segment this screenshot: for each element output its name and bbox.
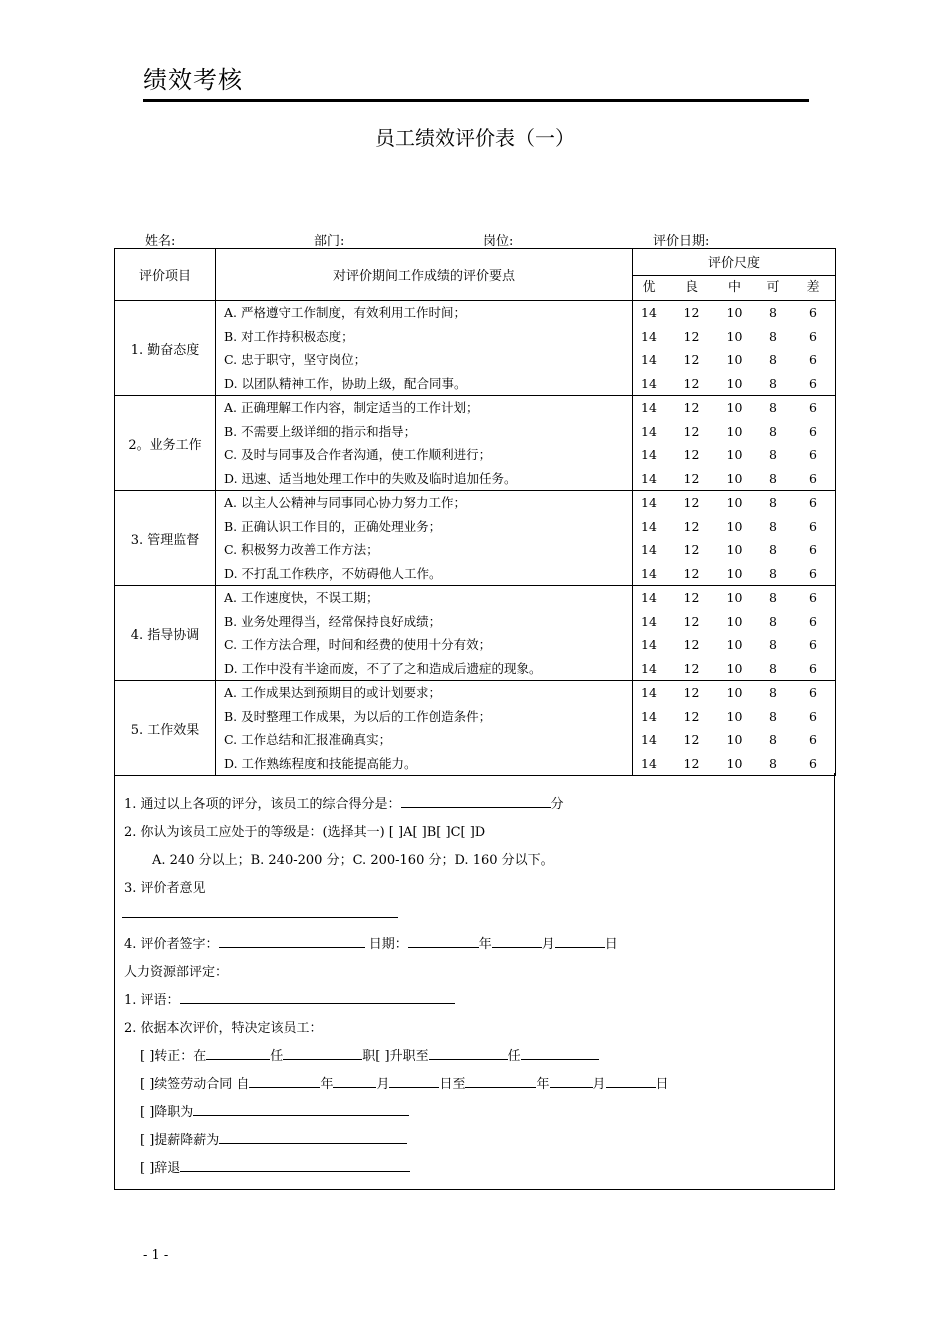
score-row (633, 348, 835, 372)
score-row (633, 681, 835, 705)
score-option[interactable]: 8 (769, 613, 777, 629)
criterion: D. 工作中没有半途而废，不了了之和造成后遗症的现象。 (224, 660, 542, 676)
score-option[interactable]: 10 (726, 518, 743, 534)
grade-choice-line: 2. 你认为该员工应处于的等级是：(选择其一) [ ]A[ ]B[ ]C[ ]D (124, 825, 486, 840)
score-option[interactable]: 10 (726, 352, 743, 367)
month-field[interactable] (492, 935, 542, 948)
score-option[interactable]: 8 (769, 542, 777, 557)
score-option[interactable]: 14 (641, 565, 657, 581)
score-option[interactable]: 6 (809, 755, 817, 771)
criterion: B. 业务处理得当，经常保持良好成绩； (224, 613, 442, 629)
criteria-list (216, 491, 633, 586)
hr-comment-field[interactable] (180, 991, 455, 1004)
scale-title: 评价尺度 (633, 251, 835, 276)
criterion: B. 及时整理工作成果，为以后的工作创造条件； (224, 708, 492, 724)
category-row (115, 681, 836, 776)
score-option[interactable]: 14 (641, 518, 657, 534)
regular-post-label: 任 (270, 1049, 284, 1064)
score-option[interactable]: 12 (683, 613, 700, 629)
score-option[interactable]: 10 (726, 542, 743, 557)
score-option[interactable]: 10 (726, 685, 743, 700)
criterion: A. 正确理解工作内容，制定适当的工作计划； (224, 400, 479, 415)
contract-from-day[interactable] (389, 1075, 439, 1088)
criterion: D. 工作熟练程度和技能提高能力。 (224, 755, 417, 771)
salary-field[interactable] (219, 1131, 407, 1144)
score-option[interactable]: 12 (683, 660, 700, 676)
category-name: 2。业务工作 (115, 396, 216, 491)
contract-from-year[interactable] (249, 1075, 320, 1088)
criterion: B. 对工作持积极态度； (224, 328, 354, 344)
score-option[interactable]: 14 (641, 613, 657, 629)
dismiss-label: [ ]辞退 (140, 1161, 181, 1176)
score-option[interactable]: 14 (641, 637, 657, 652)
score-option[interactable]: 10 (726, 708, 743, 724)
evaluation-date-label: 评价日期: (653, 234, 710, 249)
score-option[interactable]: 12 (683, 732, 700, 747)
grade-label: 优 (642, 279, 656, 295)
score-option[interactable]: 6 (809, 637, 817, 652)
score-option[interactable]: 10 (726, 732, 743, 747)
score-option[interactable]: 10 (726, 565, 743, 581)
grade-label: 中 (727, 279, 741, 295)
score-option[interactable]: 6 (809, 685, 817, 700)
score-option[interactable]: 12 (683, 400, 700, 415)
score-option[interactable]: 10 (726, 613, 743, 629)
score-option[interactable]: 8 (769, 305, 777, 320)
score-option[interactable]: 6 (809, 518, 817, 534)
evaluator-opinion-label: 3. 评价者意见 (124, 881, 206, 896)
regular-from-field[interactable] (206, 1047, 270, 1060)
score-option[interactable]: 8 (769, 660, 777, 676)
category-name: 3. 管理监督 (115, 491, 216, 586)
score-row (633, 325, 835, 349)
contract-label: [ ]续签劳动合同 (140, 1077, 233, 1092)
contract-to-year[interactable] (465, 1075, 536, 1088)
day-field[interactable] (555, 935, 605, 948)
score-option[interactable]: 10 (726, 400, 743, 415)
score-option[interactable]: 12 (683, 470, 700, 486)
criterion: D. 不打乱工作秩序，不妨碍他人工作。 (224, 565, 442, 581)
score-option[interactable]: 14 (641, 305, 657, 320)
option-regular[interactable] (140, 1045, 599, 1064)
hr-evaluation-label: 人力资源部评定： (124, 965, 229, 980)
score-option[interactable]: 12 (683, 518, 700, 534)
name-label: 姓名: (145, 234, 176, 249)
category-row (115, 396, 836, 491)
evaluator-signature-line (124, 933, 618, 952)
score-option[interactable]: 8 (769, 518, 777, 534)
year-label: 年 (320, 1077, 334, 1092)
dismiss-field[interactable] (180, 1159, 410, 1172)
score-option[interactable]: 6 (809, 565, 817, 581)
contract-to-month[interactable] (550, 1075, 593, 1088)
score-option[interactable]: 14 (641, 447, 657, 462)
criterion: D. 以团队精神工作，协助上级，配合同事。 (224, 375, 467, 391)
total-score-field[interactable] (401, 795, 551, 808)
score-option[interactable]: 6 (809, 470, 817, 486)
score-option[interactable]: 10 (726, 447, 743, 462)
score-option[interactable]: 8 (769, 685, 777, 700)
score-list (633, 681, 836, 776)
score-option[interactable]: 12 (683, 755, 700, 771)
score-row (633, 610, 835, 634)
category-row (115, 586, 836, 681)
score-option[interactable]: 12 (683, 637, 700, 652)
score-list (633, 586, 836, 681)
score-option[interactable]: 10 (726, 495, 743, 510)
day-label: 日 (655, 1077, 669, 1092)
contract-to-day[interactable] (606, 1075, 656, 1088)
score-option[interactable]: 14 (641, 708, 657, 724)
demote-field[interactable] (193, 1103, 409, 1116)
score-option[interactable]: 12 (683, 305, 700, 320)
category-name: 5. 工作效果 (115, 681, 216, 776)
score-row (633, 633, 835, 657)
column-header-item: 评价项目 (115, 249, 216, 301)
year-label: 年 (536, 1077, 550, 1092)
promote-post-label: 任 (507, 1049, 521, 1064)
year-label: 年 (478, 937, 492, 952)
score-option[interactable]: 8 (769, 708, 777, 724)
criterion: A. 严格遵守工作制度，有效利用工作时间； (224, 305, 466, 320)
score-option[interactable]: 12 (683, 447, 700, 462)
salary-label: [ ]提薪降薪为 (140, 1133, 220, 1148)
score-row (633, 657, 835, 681)
score-option[interactable]: 8 (769, 447, 777, 462)
score-option[interactable]: 12 (683, 565, 700, 581)
score-row (633, 705, 835, 729)
contract-from-label: 自 (236, 1077, 250, 1092)
criteria-list (216, 681, 633, 776)
score-option[interactable]: 8 (769, 423, 777, 439)
day-label: 日 (604, 937, 618, 952)
score-option[interactable]: 14 (641, 352, 657, 367)
regular-post-field[interactable] (283, 1047, 362, 1060)
score-option[interactable]: 14 (641, 328, 657, 344)
department-label: 部门: (314, 234, 345, 249)
score-option[interactable]: 6 (809, 660, 817, 676)
score-option[interactable]: 8 (769, 637, 777, 652)
criterion: C. 工作方法合理，时间和经费的使用十分有效； (224, 637, 492, 652)
criterion: C. 工作总结和汇报准确真实； (224, 732, 392, 747)
signature-field[interactable] (219, 935, 365, 948)
score-option[interactable]: 12 (683, 423, 700, 439)
score-option[interactable]: 14 (641, 685, 657, 700)
score-option[interactable]: 10 (726, 590, 743, 605)
option-salary-change[interactable] (140, 1129, 407, 1148)
criterion: A. 工作速度快，不误工期； (224, 590, 379, 605)
promote-label: 职[ ]升职至 (362, 1049, 429, 1064)
criteria-list (216, 586, 633, 681)
score-row (633, 396, 835, 420)
criterion: D. 迅速、适当地处理工作中的失败及临时追加任务。 (224, 470, 517, 486)
option-contract-renewal[interactable] (140, 1073, 669, 1092)
score-option[interactable]: 14 (641, 755, 657, 771)
score-row (633, 443, 835, 467)
score-option[interactable]: 6 (809, 375, 817, 391)
score-row (633, 372, 835, 396)
score-option[interactable]: 6 (809, 613, 817, 629)
score-row (633, 491, 835, 515)
category-row (115, 491, 836, 586)
month-label: 月 (376, 1077, 390, 1092)
criterion: C. 积极努力改善工作方法； (224, 542, 379, 557)
score-option[interactable]: 8 (769, 590, 777, 605)
year-field[interactable] (408, 935, 479, 948)
column-header-points: 对评价期间工作成绩的评价要点 (216, 249, 633, 301)
score-list (633, 491, 836, 586)
signature-label: 4. 评价者签字： (124, 937, 219, 952)
score-option[interactable]: 10 (726, 755, 743, 771)
score-row (633, 538, 835, 562)
criterion: A. 以主人公精神与同事同心协力努力工作； (224, 495, 466, 510)
score-option[interactable]: 14 (641, 590, 657, 605)
score-list (633, 301, 836, 396)
option-demote[interactable] (140, 1101, 409, 1120)
score-option[interactable]: 12 (683, 328, 700, 344)
criteria-list (216, 396, 633, 491)
hr-comment-line (124, 989, 455, 1008)
score-option[interactable]: 10 (726, 470, 743, 486)
score-option[interactable]: 8 (769, 328, 777, 344)
score-option[interactable]: 14 (641, 423, 657, 439)
score-unit: 分 (550, 797, 564, 812)
score-option[interactable]: 6 (809, 495, 817, 510)
criterion: B. 正确认识工作目的，正确处理业务； (224, 518, 442, 534)
demote-label: [ ]降职为 (140, 1105, 194, 1120)
score-option[interactable]: 14 (641, 375, 657, 391)
score-row (633, 467, 835, 491)
regular-label: [ ]转正：在 (140, 1049, 207, 1064)
score-option[interactable]: 14 (641, 470, 657, 486)
score-option[interactable]: 14 (641, 495, 657, 510)
score-option[interactable]: 6 (809, 423, 817, 439)
grade-label: 差 (806, 279, 820, 295)
category-name: 4. 指导协调 (115, 586, 216, 681)
score-option[interactable]: 12 (683, 685, 700, 700)
criterion: B. 不需要上级详细的指示和指导； (224, 423, 417, 439)
score-option[interactable]: 10 (726, 328, 743, 344)
evaluation-table (114, 248, 836, 776)
header-title: 绩效考核 (143, 66, 243, 94)
criterion: C. 忠于职守，坚守岗位； (224, 352, 367, 367)
score-option[interactable]: 6 (809, 732, 817, 747)
score-option[interactable]: 12 (683, 495, 700, 510)
total-score-line (124, 793, 564, 812)
score-option[interactable]: 10 (726, 660, 743, 676)
score-list (633, 396, 836, 491)
score-option[interactable]: 8 (769, 565, 777, 581)
score-row (633, 515, 835, 539)
score-option[interactable]: 6 (809, 590, 817, 605)
page-number: - 1 - (143, 1248, 169, 1263)
score-option[interactable]: 8 (769, 755, 777, 771)
score-option[interactable]: 12 (683, 375, 700, 391)
date-label: 日期： (368, 937, 408, 952)
column-header-scale (633, 249, 836, 301)
score-option[interactable]: 6 (809, 447, 817, 462)
month-label: 月 (541, 937, 555, 952)
criterion: C. 及时与同事及合作者沟通，使工作顺利进行； (224, 447, 492, 462)
score-option[interactable]: 14 (641, 542, 657, 557)
score-option[interactable]: 14 (641, 400, 657, 415)
score-option[interactable]: 10 (726, 305, 743, 320)
score-option[interactable]: 14 (641, 660, 657, 676)
promote-post-field[interactable] (521, 1047, 599, 1060)
score-row (633, 420, 835, 444)
category-row (115, 301, 836, 396)
score-row (633, 752, 835, 776)
score-option[interactable]: 12 (683, 590, 700, 605)
position-label: 岗位: (483, 234, 514, 249)
promote-to-field[interactable] (429, 1047, 508, 1060)
grade-choice-note: A. 240 分以上；B. 240-200 分；C. 200-160 分；D. 160 分以下。 (152, 853, 554, 868)
score-row (633, 562, 835, 586)
score-option[interactable]: 12 (683, 352, 700, 367)
header-rule (143, 99, 809, 102)
score-option[interactable]: 12 (683, 708, 700, 724)
score-option[interactable]: 6 (809, 305, 817, 320)
hr-comment-label: 1. 评语： (124, 993, 180, 1008)
score-row (633, 728, 835, 752)
score-option[interactable]: 6 (809, 542, 817, 557)
grade-header (633, 276, 835, 299)
evaluator-opinion-line[interactable] (122, 905, 398, 922)
score-option[interactable]: 6 (809, 400, 817, 415)
score-option[interactable]: 10 (726, 423, 743, 439)
option-dismiss[interactable] (140, 1157, 410, 1176)
score-option[interactable]: 8 (769, 732, 777, 747)
score-option[interactable]: 12 (683, 542, 700, 557)
score-option[interactable]: 8 (769, 400, 777, 415)
score-option[interactable]: 8 (769, 375, 777, 391)
score-option[interactable]: 10 (726, 637, 743, 652)
total-score-label: 1. 通过以上各项的评分，该员工的综合得分是： (124, 797, 401, 812)
hr-decision-label: 2. 依据本次评价，特决定该员工： (124, 1021, 323, 1036)
grade-label: 良 (684, 279, 698, 295)
score-row (633, 586, 835, 610)
contract-until-label: 日至 (439, 1077, 466, 1092)
assessment-section (114, 773, 835, 1190)
score-option[interactable]: 8 (769, 352, 777, 367)
month-label: 月 (592, 1077, 606, 1092)
score-option[interactable]: 6 (809, 328, 817, 344)
score-option[interactable]: 8 (769, 495, 777, 510)
document-title: 员工绩效评价表（一） (375, 126, 575, 150)
score-option[interactable]: 10 (726, 375, 743, 391)
category-name: 1. 勤奋态度 (115, 301, 216, 396)
contract-from-month[interactable] (333, 1075, 376, 1088)
criteria-list (216, 301, 633, 396)
score-option[interactable]: 6 (809, 352, 817, 367)
score-row (633, 301, 835, 325)
score-option[interactable]: 8 (769, 470, 777, 486)
score-option[interactable]: 14 (641, 732, 657, 747)
criterion: A. 工作成果达到预期目的或计划要求； (224, 685, 441, 700)
score-option[interactable]: 6 (809, 708, 817, 724)
grade-label: 可 (766, 279, 780, 295)
